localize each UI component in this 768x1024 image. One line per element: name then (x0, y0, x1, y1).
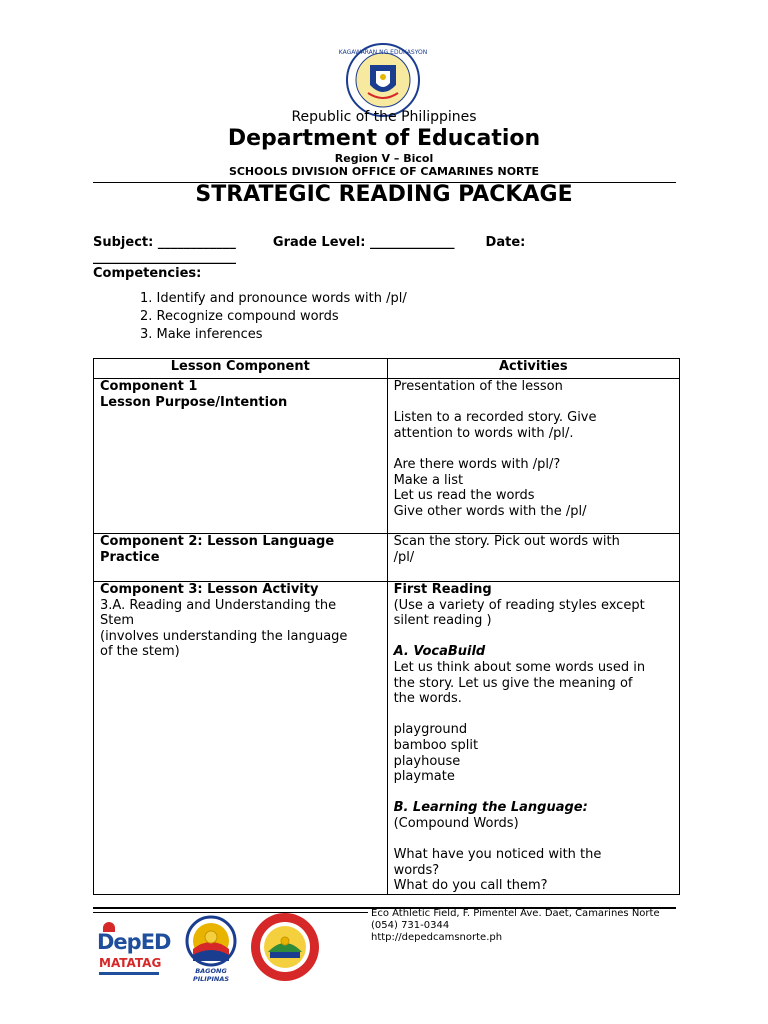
sun-icon (178, 915, 244, 967)
activity-line: What have you noticed with the (393, 847, 602, 863)
activity-line: (Compound Words) (393, 815, 519, 831)
component-subtitle: Lesson Purpose/Intention (100, 394, 288, 410)
activity-line: words? (393, 862, 440, 878)
activity-line: What do you call them? (393, 878, 548, 894)
footer-phone: (054) 731-0344 (371, 920, 450, 931)
bagong-pilipinas-logo (178, 915, 244, 983)
activity-line: Let us think about some words used in (393, 659, 646, 675)
footer-address: Eco Athletic Field, F. Pimentel Ave. Daet, Camarines Norte (371, 908, 660, 919)
component-title: Component 2: Lesson Language (100, 534, 335, 549)
activity-line: silent reading ) (393, 613, 492, 629)
competencies-label: Competencies: (93, 266, 202, 281)
table-row (94, 379, 680, 534)
component-cell (94, 582, 388, 895)
svg-text:KAGAWARAN NG EDUKASYON: KAGAWARAN NG EDUKASYON (338, 49, 428, 56)
table-row (94, 582, 680, 895)
activity-line: Listen to a recorded story. Give (393, 410, 597, 426)
vocab-word: bamboo split (393, 737, 479, 753)
activity-line: Scan the story. Pick out words with (393, 534, 620, 549)
learning-language-heading: B. Learning the Language: (393, 800, 588, 816)
first-reading-heading: First Reading (393, 582, 492, 597)
component-title: Component 3: Lesson Activity (100, 582, 319, 597)
deped-seal-logo (338, 43, 428, 117)
activity-line: the story. Let us give the meaning of (393, 675, 633, 691)
activities-cell (387, 534, 679, 582)
deped-wordmark: DepED (97, 930, 171, 954)
division-text: SCHOOLS DIVISION OFFICE OF CAMARINES NORTE (228, 165, 540, 178)
deped-matatag-logo (97, 920, 173, 978)
activity-line: Make a list (393, 472, 464, 488)
header-activities: Activities (387, 359, 679, 379)
activity-line: Let us read the words (393, 488, 535, 504)
component-subtitle: Practice (100, 549, 160, 565)
component-title: Component 1 (100, 379, 198, 394)
vocab-word: playhouse (393, 753, 461, 769)
activity-line: the words. (393, 691, 462, 707)
footer-rule-thin (93, 912, 368, 913)
activity-line: attention to words with /pl/. (393, 425, 574, 441)
activity-line: Presentation of the lesson (393, 379, 563, 394)
subject-field: Subject: ____________ (93, 235, 236, 250)
header-lesson-component: Lesson Component (94, 359, 388, 379)
info-fields (93, 235, 525, 250)
department-title: Department of Education (227, 126, 541, 151)
activities-cell (387, 379, 679, 534)
date-line: ______________________ (93, 250, 236, 265)
lesson-table (93, 358, 680, 895)
package-title: STRATEGIC READING PACKAGE (195, 182, 573, 207)
table-header-row (94, 359, 680, 379)
competency-item: 3. Make inferences (140, 327, 263, 342)
grade-level-field: Grade Level: _____________ (272, 235, 455, 250)
activity-line: /pl/ (393, 549, 415, 565)
component-line: (involves understanding the language (100, 628, 348, 644)
competency-item: 2. Recognize compound words (140, 309, 339, 324)
competency-item: 1. Identify and pronounce words with /pl/ (140, 291, 407, 306)
component-line: of the stem) (100, 644, 180, 660)
table-row (94, 534, 680, 582)
date-field: Date: (485, 235, 526, 250)
vocab-word: playground (393, 722, 468, 738)
republic-text: Republic of the Philippines (291, 109, 477, 125)
footer-website[interactable]: http://depedcamsnorte.ph (371, 932, 503, 943)
activity-line: (Use a variety of reading styles except (393, 597, 645, 613)
activities-cell (387, 582, 679, 895)
vocabuild-heading: A. VocaBuild (393, 644, 486, 660)
activity-line: Are there words with /pl/? (393, 456, 561, 472)
activity-line: Give other words with the /pl/ (393, 503, 587, 519)
region-text: Region V – Bicol (334, 152, 434, 165)
vocab-word: playmate (393, 769, 455, 785)
matatag-wordmark: MATATAG (99, 956, 162, 970)
bagong-pilipinas-text: BAGONG PILIPINAS (192, 967, 230, 983)
division-seal-logo (250, 912, 320, 982)
component-line: 3.A. Reading and Understanding the (100, 597, 337, 613)
component-cell (94, 379, 388, 534)
component-cell (94, 534, 388, 582)
component-line: Stem (100, 613, 135, 629)
